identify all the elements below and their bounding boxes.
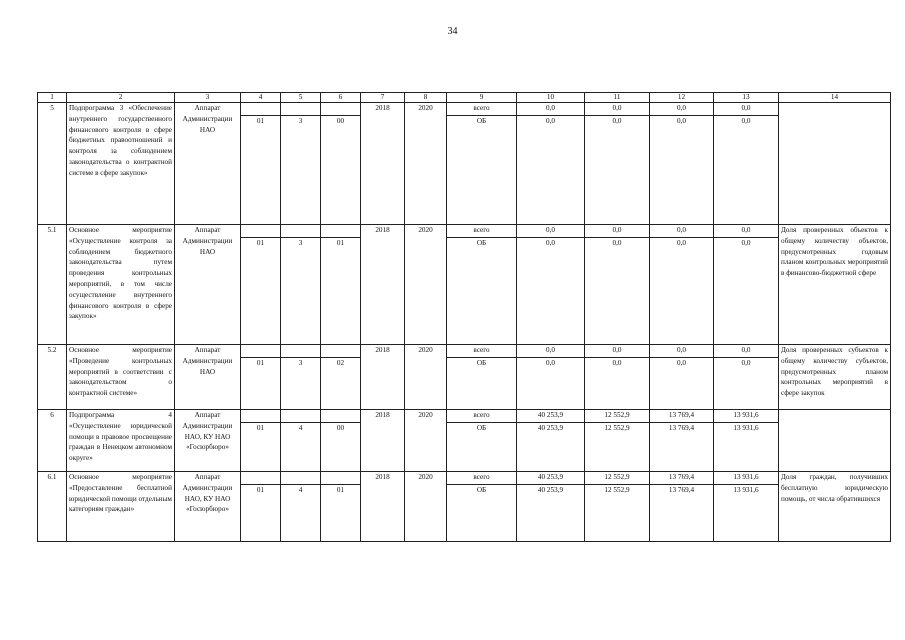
row-ob-cell: 13 769,4 — [650, 423, 714, 472]
header-cell: 2 — [67, 93, 175, 103]
empty-cell — [281, 103, 321, 116]
row-ob-cell: 12 552,9 — [585, 485, 650, 542]
row-total-cell: 12 552,9 — [585, 410, 650, 423]
row-code-cell: 00 — [321, 116, 361, 225]
empty-cell — [281, 225, 321, 238]
row-name-cell: Основное мероприятие «Предоставление бесплатной юридической помощи отдельным категориям граждан» — [67, 472, 175, 542]
table-body — [38, 93, 891, 542]
row-total-cell: 0,0 — [650, 345, 714, 358]
row-number-cell: 5.2 — [38, 345, 67, 410]
program-table — [37, 92, 891, 542]
row-start-year-cell: 2018 — [361, 225, 405, 345]
row-total-cell: 0,0 — [585, 103, 650, 116]
row-number-cell: 6.1 — [38, 472, 67, 542]
row-code-cell: 3 — [281, 116, 321, 225]
empty-cell — [241, 472, 281, 485]
header-cell: 12 — [650, 93, 714, 103]
row-start-year-cell: 2018 — [361, 410, 405, 472]
table-row — [38, 345, 891, 358]
table-row — [38, 472, 891, 485]
row-indicator-cell — [779, 410, 891, 472]
row-code-cell: 4 — [281, 485, 321, 542]
row-executor-cell: Аппарат Администрации НАО — [175, 345, 241, 410]
row-ob-cell: 0,0 — [650, 116, 714, 225]
row-indicator-cell: Доля граждан, получивших бесплатную юридическую помощь, от числа обратившихся — [779, 472, 891, 542]
row-number-cell: 6 — [38, 410, 67, 472]
row-code-cell: 01 — [241, 238, 281, 345]
empty-cell — [321, 410, 361, 423]
row-end-year-cell: 2020 — [405, 410, 447, 472]
empty-cell — [241, 225, 281, 238]
row-ob-cell: 0,0 — [714, 358, 779, 410]
row-ob-cell: 0,0 — [585, 238, 650, 345]
row-source-total-cell: всего — [447, 472, 517, 485]
row-ob-cell: 13 931,6 — [714, 485, 779, 542]
row-ob-cell: 40 253,9 — [517, 485, 585, 542]
empty-cell — [321, 103, 361, 116]
header-cell: 5 — [281, 93, 321, 103]
row-ob-cell: 0,0 — [585, 116, 650, 225]
empty-cell — [281, 345, 321, 358]
row-code-cell: 02 — [321, 358, 361, 410]
row-total-cell: 13 769,4 — [650, 410, 714, 423]
row-code-cell: 01 — [241, 485, 281, 542]
empty-cell — [241, 103, 281, 116]
row-code-cell: 3 — [281, 358, 321, 410]
header-cell: 13 — [714, 93, 779, 103]
row-number-cell: 5.1 — [38, 225, 67, 345]
row-ob-cell: 0,0 — [517, 116, 585, 225]
row-ob-cell: 0,0 — [585, 358, 650, 410]
row-end-year-cell: 2020 — [405, 345, 447, 410]
row-start-year-cell: 2018 — [361, 345, 405, 410]
header-cell: 4 — [241, 93, 281, 103]
empty-cell — [281, 410, 321, 423]
row-source-total-cell: всего — [447, 225, 517, 238]
row-total-cell: 40 253,9 — [517, 472, 585, 485]
row-indicator-cell: Доля проверенных субъектов к общему количеству субъектов, предусмотренных планом контрольных мероприятий в сфере закупок — [779, 345, 891, 410]
row-source-ob-cell: ОБ — [447, 485, 517, 542]
row-ob-cell: 13 931,6 — [714, 423, 779, 472]
page-number: 34 — [447, 26, 458, 37]
header-cell: 10 — [517, 93, 585, 103]
row-code-cell: 01 — [321, 485, 361, 542]
header-cell: 3 — [175, 93, 241, 103]
row-ob-cell: 0,0 — [714, 116, 779, 225]
row-name-cell: Основное мероприятие «Осуществление контроля за соблюдением бюджетного законодательства путем проведения контрольных мероприятий, в том числе осуществление внутреннего финансового контроля в сфере закупок» — [67, 225, 175, 345]
row-code-cell: 01 — [321, 238, 361, 345]
row-ob-cell: 0,0 — [714, 238, 779, 345]
header-row — [38, 93, 891, 103]
row-total-cell: 12 552,9 — [585, 472, 650, 485]
table-row — [38, 410, 891, 423]
row-ob-cell: 13 769,4 — [650, 485, 714, 542]
row-source-total-cell: всего — [447, 345, 517, 358]
row-total-cell: 40 253,9 — [517, 410, 585, 423]
row-executor-cell: Аппарат Администрации НАО, КУ НАО «Госюрбюро» — [175, 410, 241, 472]
header-cell: 9 — [447, 93, 517, 103]
row-total-cell: 13 931,6 — [714, 410, 779, 423]
row-indicator-cell — [779, 103, 891, 225]
row-total-cell: 13 931,6 — [714, 472, 779, 485]
row-code-cell: 00 — [321, 423, 361, 472]
row-source-ob-cell: ОБ — [447, 423, 517, 472]
row-end-year-cell: 2020 — [405, 225, 447, 345]
row-source-ob-cell: ОБ — [447, 116, 517, 225]
row-total-cell: 0,0 — [650, 225, 714, 238]
row-end-year-cell: 2020 — [405, 472, 447, 542]
header-cell: 7 — [361, 93, 405, 103]
row-code-cell: 3 — [281, 238, 321, 345]
row-executor-cell: Аппарат Администрации НАО — [175, 225, 241, 345]
row-name-cell: Подпрограмма 3 «Обеспечение внутреннего государственного финансового контроля в сфере бюджетных правоотношений и контроля за соблюдением законодательства о контрактной системе в сфере закупок» — [67, 103, 175, 225]
row-total-cell: 0,0 — [585, 225, 650, 238]
row-name-cell: Основное мероприятие «Проведение контрольных мероприятий в соответствии с законодательством о контрактной системе» — [67, 345, 175, 410]
row-ob-cell: 12 552,9 — [585, 423, 650, 472]
header-cell: 1 — [38, 93, 67, 103]
row-ob-cell: 40 253,9 — [517, 423, 585, 472]
row-source-total-cell: всего — [447, 103, 517, 116]
row-code-cell: 4 — [281, 423, 321, 472]
row-total-cell: 0,0 — [517, 225, 585, 238]
row-end-year-cell: 2020 — [405, 103, 447, 225]
row-indicator-cell: Доля проверенных объектов к общему количеству объектов, предусмотренных годовым планом контрольных мероприятий в финансово-бюджетной сфере — [779, 225, 891, 345]
row-total-cell: 0,0 — [714, 345, 779, 358]
empty-cell — [241, 410, 281, 423]
row-total-cell: 0,0 — [714, 225, 779, 238]
row-total-cell: 0,0 — [650, 103, 714, 116]
row-ob-cell: 0,0 — [650, 358, 714, 410]
row-total-cell: 0,0 — [517, 345, 585, 358]
row-total-cell: 0,0 — [585, 345, 650, 358]
empty-cell — [321, 472, 361, 485]
header-cell: 14 — [779, 93, 891, 103]
row-start-year-cell: 2018 — [361, 472, 405, 542]
header-cell: 11 — [585, 93, 650, 103]
row-start-year-cell: 2018 — [361, 103, 405, 225]
row-ob-cell: 0,0 — [517, 238, 585, 345]
table-row — [38, 225, 891, 238]
row-ob-cell: 0,0 — [517, 358, 585, 410]
row-total-cell: 0,0 — [517, 103, 585, 116]
empty-cell — [281, 472, 321, 485]
row-executor-cell: Аппарат Администрации НАО, КУ НАО «Госюрбюро» — [175, 472, 241, 542]
row-source-ob-cell: ОБ — [447, 238, 517, 345]
row-code-cell: 01 — [241, 358, 281, 410]
row-total-cell: 13 769,4 — [650, 472, 714, 485]
table-row — [38, 103, 891, 116]
header-cell: 6 — [321, 93, 361, 103]
row-source-ob-cell: ОБ — [447, 358, 517, 410]
row-code-cell: 01 — [241, 116, 281, 225]
row-name-cell: Подпрограмма 4 «Осуществление юридической помощи в правовое просвещение граждан в Ненецком автономном округе» — [67, 410, 175, 472]
empty-cell — [321, 225, 361, 238]
row-source-total-cell: всего — [447, 410, 517, 423]
row-ob-cell: 0,0 — [650, 238, 714, 345]
row-number-cell: 5 — [38, 103, 67, 225]
row-code-cell: 01 — [241, 423, 281, 472]
empty-cell — [241, 345, 281, 358]
header-cell: 8 — [405, 93, 447, 103]
row-executor-cell: Аппарат Администрации НАО — [175, 103, 241, 225]
row-total-cell: 0,0 — [714, 103, 779, 116]
empty-cell — [321, 345, 361, 358]
